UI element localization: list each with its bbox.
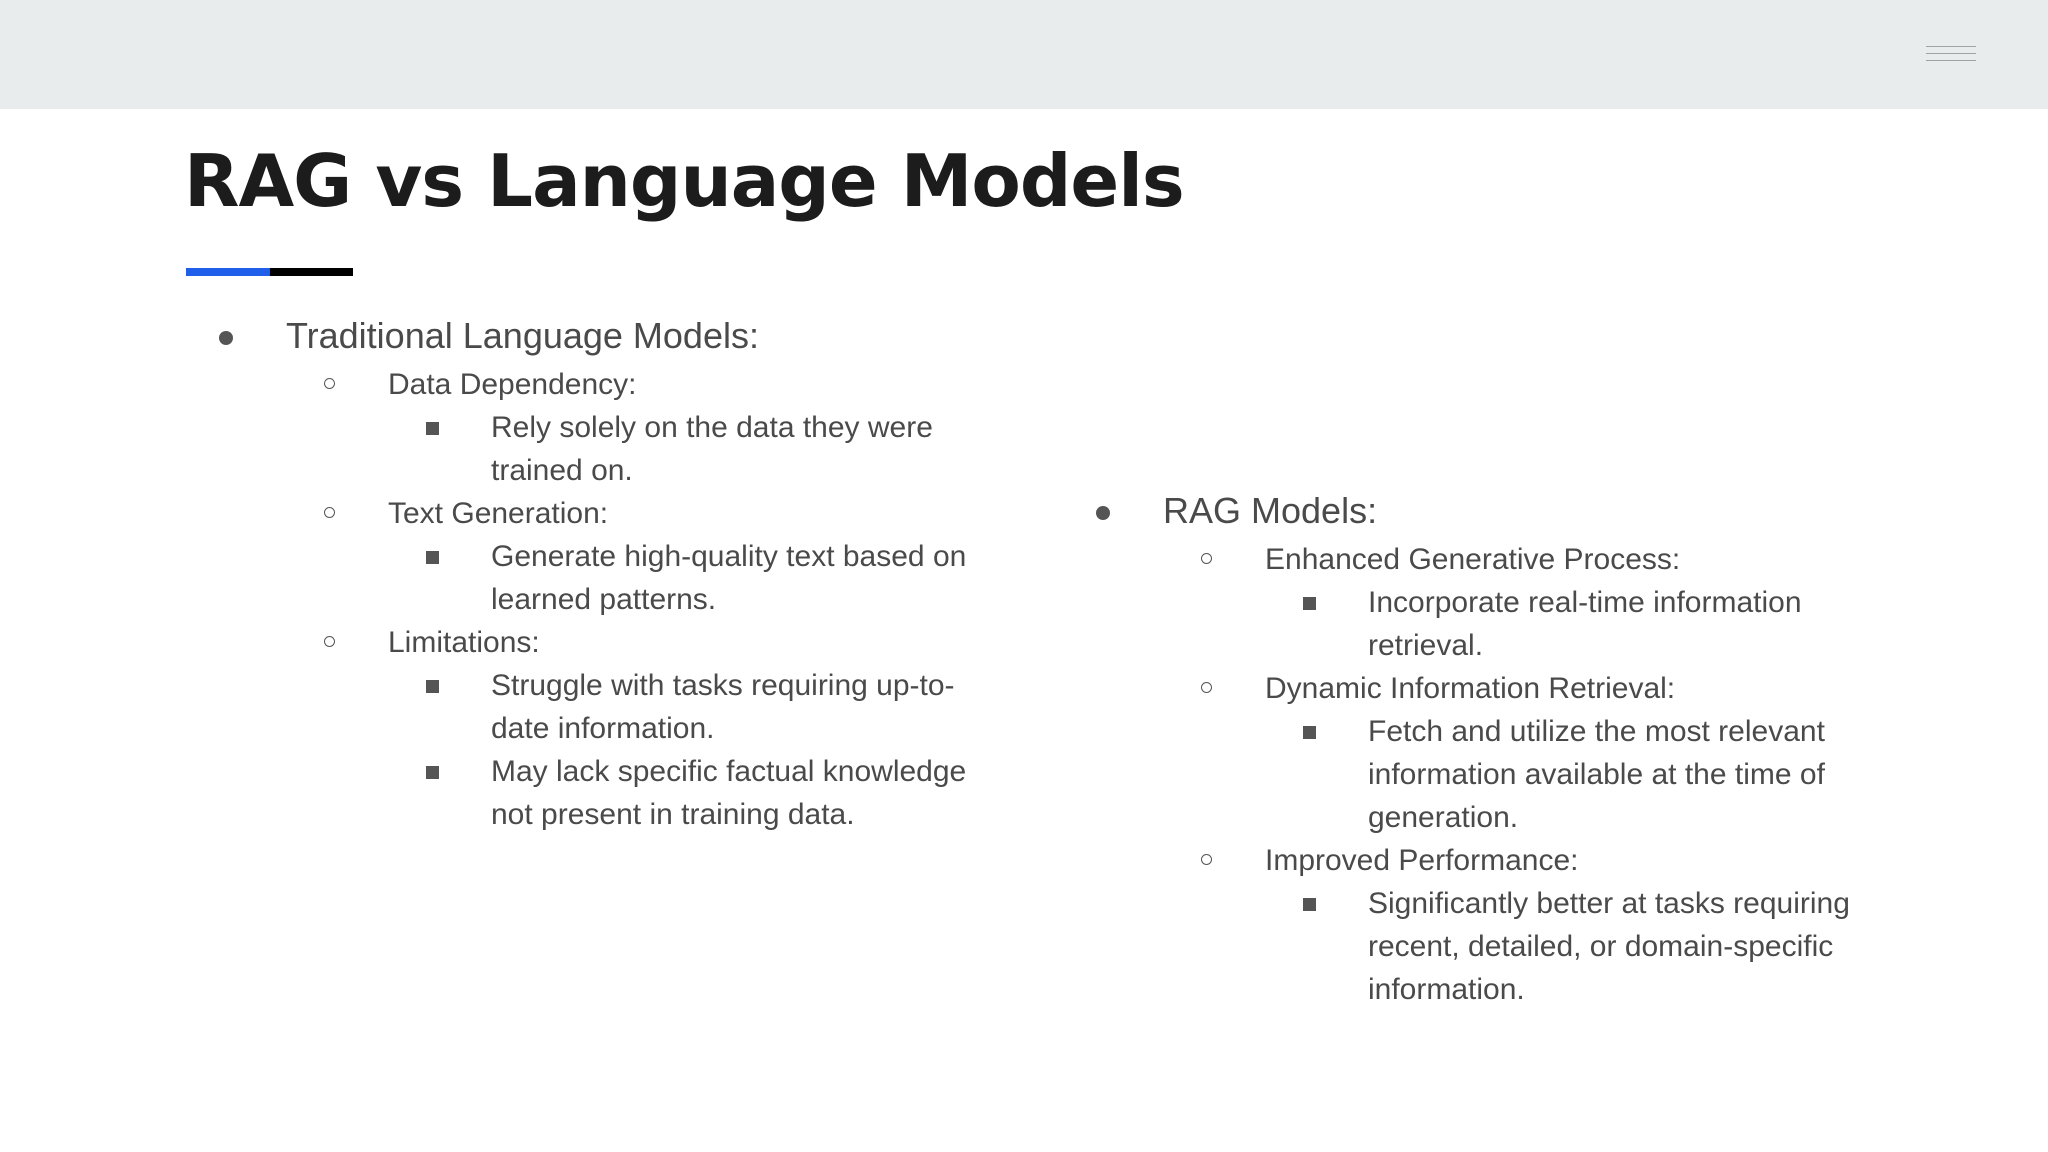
bullet-square-icon xyxy=(426,551,439,564)
bullet-square-icon xyxy=(426,766,439,779)
bullet-square-icon xyxy=(426,422,439,435)
list-item xyxy=(1087,667,1907,710)
bullet-circle-icon xyxy=(324,507,335,518)
bullet-circle-icon xyxy=(324,636,335,647)
detail-text: Generate high-quality text based on learned patterns. xyxy=(491,540,967,616)
menu-line xyxy=(1926,46,1976,47)
list-item xyxy=(210,664,1003,750)
bullet-circle-icon xyxy=(1201,682,1212,693)
left-heading: Traditional Language Models: xyxy=(286,315,759,356)
accent-blue-segment xyxy=(186,268,270,276)
list-item xyxy=(1087,538,1907,581)
slide-title: RAG vs Language Models xyxy=(184,139,1184,223)
bullet-square-icon xyxy=(426,680,439,693)
bullet-circle-icon xyxy=(1201,854,1212,865)
menu-line xyxy=(1926,53,1976,54)
sub-heading: Text Generation: xyxy=(388,497,609,530)
accent-black-segment xyxy=(270,268,353,276)
detail-text: Incorporate real-time information retrieval. xyxy=(1368,586,1802,662)
hamburger-menu-icon[interactable] xyxy=(1926,46,1976,66)
detail-text: Rely solely on the data they were trained on. xyxy=(491,411,933,487)
detail-text: Significantly better at tasks requiring recent, detailed, or domain-specific information. xyxy=(1368,887,1850,1006)
sub-heading: Data Dependency: xyxy=(388,368,637,401)
list-item xyxy=(210,621,1030,664)
menu-line xyxy=(1926,60,1976,61)
bullet-circle-icon xyxy=(1201,553,1212,564)
detail-text: Fetch and utilize the most relevant information available at the time of generation. xyxy=(1368,715,1825,834)
header-band xyxy=(0,0,2048,109)
sub-heading: Dynamic Information Retrieval: xyxy=(1265,672,1676,705)
title-accent-bar xyxy=(186,268,353,276)
list-item xyxy=(1087,581,1880,667)
list-item xyxy=(210,750,1003,836)
right-heading: RAG Models: xyxy=(1163,490,1378,531)
left-column xyxy=(210,309,1030,836)
list-item xyxy=(1087,882,1880,1011)
bullet-square-icon xyxy=(1303,898,1316,911)
right-column xyxy=(1087,484,1907,1011)
bullet-square-icon xyxy=(1303,597,1316,610)
bullet-square-icon xyxy=(1303,726,1316,739)
list-item xyxy=(1087,710,1880,839)
list-item xyxy=(1087,484,1907,538)
sub-heading: Limitations: xyxy=(388,626,540,659)
list-item xyxy=(210,363,1030,406)
list-item xyxy=(210,492,1030,535)
list-item xyxy=(1087,839,1907,882)
list-item xyxy=(210,535,1003,621)
sub-heading: Enhanced Generative Process: xyxy=(1265,543,1681,576)
detail-text: Struggle with tasks requiring up-to-date information. xyxy=(491,669,955,745)
detail-text: May lack specific factual knowledge not present in training data. xyxy=(491,755,967,831)
sub-heading: Improved Performance: xyxy=(1265,844,1579,877)
list-item xyxy=(210,309,1030,363)
bullet-dot-icon xyxy=(219,331,233,345)
bullet-dot-icon xyxy=(1096,506,1110,520)
list-item xyxy=(210,406,1003,492)
bullet-circle-icon xyxy=(324,378,335,389)
